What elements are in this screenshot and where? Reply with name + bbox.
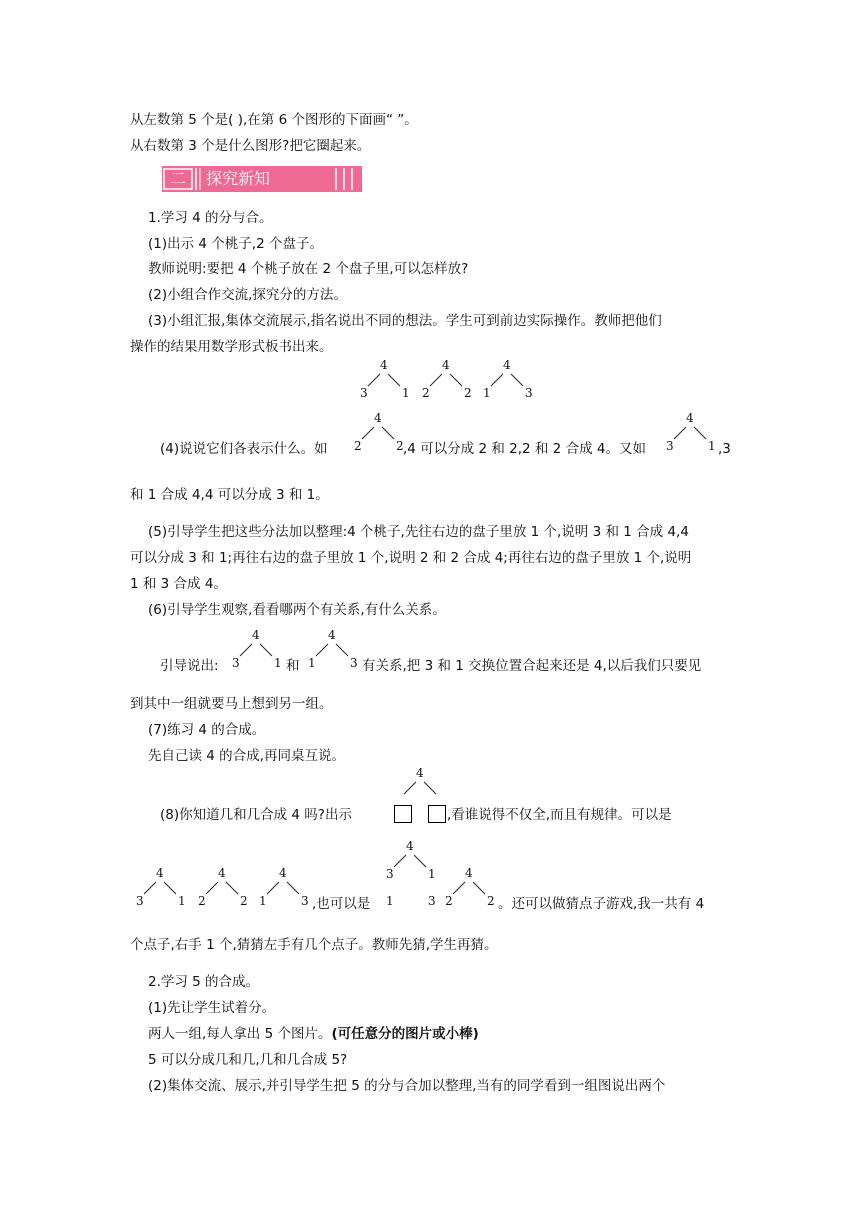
tree-left-number: 3 (666, 439, 674, 453)
tree-right-number: 1 (402, 386, 410, 400)
tree-right-number: 3 (525, 386, 533, 400)
paragraph: (8)你知道几和几合成 4 吗?出示 (160, 807, 352, 823)
paragraph: (5)引导学生把这些分法加以整理:4 个桃子,先往右边的盘子里放 1 个,说明 3 和 1 合成 4,4 (148, 524, 689, 540)
paragraph: 先自己读 4 的合成,再同桌互说。 (148, 748, 345, 764)
tree-left-number: 3 (232, 656, 240, 670)
tree-left-number: 2 (354, 439, 362, 453)
tree-top-number: 4 (465, 866, 473, 880)
tree-left-number: 1 (259, 894, 267, 908)
tree-top-number: 4 (416, 766, 424, 780)
blank-box-left (394, 805, 412, 823)
paragraph: 可以分成 3 和 1;再往右边的盘子里放 1 个,说明 2 和 2 合成 4;再往右边的盘子里放 1 个,说明 (130, 550, 692, 566)
tree-top-number: 4 (503, 358, 511, 372)
section-number: 二 (170, 169, 187, 188)
tree-top-number: 4 (252, 628, 260, 642)
tree-right-number: 2 (487, 894, 495, 908)
paragraph: ,看谁说得不仅全,而且有规律。可以是 (447, 807, 672, 823)
tree-right-number: 2 (396, 439, 404, 453)
tree-left-number: 3 (360, 386, 368, 400)
paragraph: ,4 可以分成 2 和 2,2 和 2 合成 4。又如 (403, 441, 646, 457)
tree-left-number: 3 (386, 867, 394, 881)
tree-right-number: 1 (178, 894, 186, 908)
tree-top-number: 4 (380, 358, 388, 372)
paragraph: ,3 (718, 441, 731, 457)
tree-top-number: 4 (156, 866, 164, 880)
tree-left-number: 1 (386, 894, 394, 908)
paragraph: 和 1 合成 4,4 可以分成 3 和 1。 (130, 487, 329, 503)
paragraph: 教师说明:要把 4 个桃子放在 2 个盘子里,可以怎样放? (148, 261, 469, 277)
paragraph: 引导说出: (160, 658, 219, 674)
tree-top-number: 4 (442, 358, 450, 372)
tree-left-number: 1 (483, 386, 491, 400)
paragraph: (2)小组合作交流,探究分的方法。 (148, 287, 347, 303)
paragraph: 和 (286, 658, 300, 674)
tree-left-number: 2 (422, 386, 430, 400)
tree-top-number: 4 (328, 628, 336, 642)
paragraph-note: (可任意分的图片或小棒) (331, 1026, 479, 1042)
paragraph: (1)先让学生试着分。 (148, 1000, 276, 1016)
tree-top-number: 4 (686, 411, 694, 425)
tree-top-number: 4 (279, 866, 287, 880)
tree-right-number: 3 (428, 894, 436, 908)
paragraph: 1 和 3 合成 4。 (130, 576, 227, 592)
tree-top-number: 4 (374, 411, 382, 425)
tree-left-number: 2 (198, 894, 206, 908)
tree-left-number: 3 (136, 894, 144, 908)
paragraph: (7)练习 4 的合成。 (148, 722, 266, 738)
tree-right-number: 1 (274, 656, 282, 670)
tree-right-number: 3 (301, 894, 309, 908)
tree-left-number: 2 (445, 894, 453, 908)
blank-box-right (428, 805, 446, 823)
paragraph: 2.学习 5 的合成。 (148, 974, 260, 990)
paragraph: 操作的结果用数学形式板书出来。 (130, 339, 333, 355)
paragraph: (6)引导学生观察,看看哪两个有关系,有什么关系。 (148, 602, 446, 618)
paragraph: (3)小组汇报,集体交流展示,指名说出不同的想法。学生可到前边实际操作。教师把他们 (148, 313, 662, 329)
tree-right-number: 2 (240, 894, 248, 908)
paragraph-text: 两人一组,每人拿出 5 个图片。 (148, 1026, 332, 1042)
question-line-1: 从左数第 5 个是( ),在第 6 个图形的下面画“ ”。 (130, 112, 418, 128)
paragraph: 到其中一组就要马上想到另一组。 (130, 696, 333, 712)
tree-right-number: 3 (350, 656, 358, 670)
tree-right-number: 1 (708, 439, 716, 453)
tree-top-number: 4 (406, 839, 414, 853)
paragraph: (4)说说它们各表示什么。如 (160, 441, 328, 457)
tree-top-number: 4 (218, 866, 226, 880)
paragraph: 个点子,右手 1 个,猜猜左手有几个点子。教师先猜,学生再猜。 (130, 937, 498, 953)
paragraph: 。还可以做猜点子游戏,我一共有 4 (498, 896, 705, 912)
tree-right-number: 2 (464, 386, 472, 400)
question-line-2: 从右数第 3 个是什么图形?把它圈起来。 (130, 138, 371, 154)
paragraph (148, 1025, 479, 1043)
paragraph: ,也可以是 (312, 896, 371, 912)
paragraph: (1)出示 4 个桃子,2 个盘子。 (148, 236, 323, 252)
paragraph: (2)集体交流、展示,并引导学生把 5 的分与合加以整理,当有的同学看到一组图说出两个 (148, 1078, 666, 1094)
paragraph: 有关系,把 3 和 1 交换位置合起来还是 4,以后我们只要见 (362, 658, 702, 674)
section-banner (162, 166, 362, 192)
paragraph: 1.学习 4 的分与合。 (148, 210, 273, 226)
tree-right-number: 1 (428, 867, 436, 881)
tree-left-number: 1 (308, 656, 316, 670)
section-title: 探究新知 (206, 169, 271, 188)
paragraph: 5 可以分成几和几,几和几合成 5? (148, 1052, 348, 1068)
